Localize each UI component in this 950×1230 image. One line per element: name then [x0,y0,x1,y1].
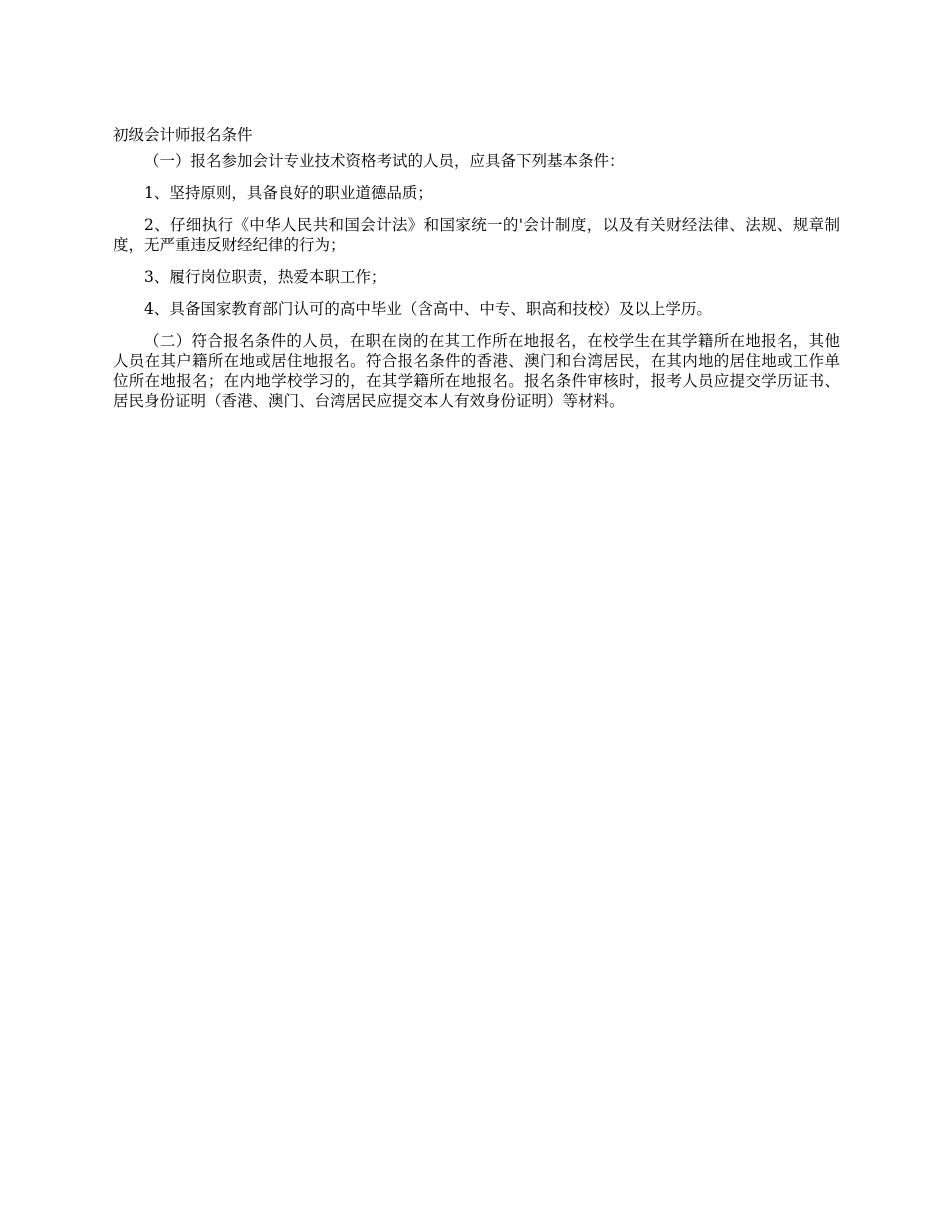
document-body [113,125,840,423]
paragraph-condition-4: 4、具备国家教育部门认可的高中毕业（含高中、中专、职高和技校）及以上学历。 [144,300,712,318]
paragraph-basic-conditions-intro: （一）报名参加会计专业技术资格考试的人员，应具备下列基本条件： [144,152,625,170]
paragraph-condition-2: 2、仔细执行《中华人民共和国会计法》和国家统一的'会计制度，以及有关财经法律、法规、规章制度，无严重违反财经纪律的行为； [113,216,840,254]
paragraph-condition-1: 1、坚持原则，具备良好的职业道德品质； [144,184,433,202]
paragraph-condition-3: 3、履行岗位职责，热爱本职工作； [144,268,387,286]
document-title: 初级会计师报名条件 [113,126,253,144]
paragraph-registration-location: （二）符合报名条件的人员，在职在岗的在其工作所在地报名，在校学生在其学籍所在地报名，其他人员在其户籍所在地或居住地报名。符合报名条件的香港、澳门和台湾居民，在其内地的居住地或工作单位所在地报名；在内地学校学习的，在其学籍所在地报名。报名条件审核时，报考人员应提交学历证书、居民身份证明（香港、澳门、台湾居民应提交本人有效身份证明）等材料。 [113,332,840,410]
